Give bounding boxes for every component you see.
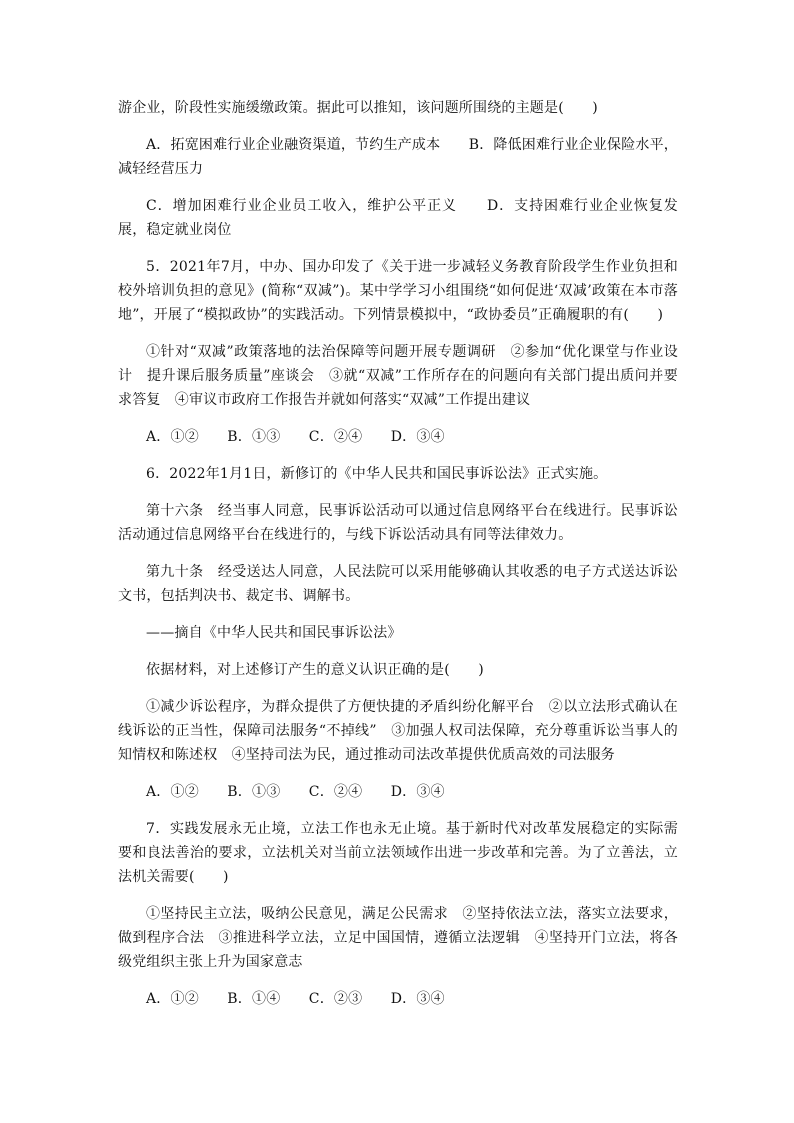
q6-source: ——摘自《中华人民共和国民事诉讼法》 [146,625,402,641]
q5-options: A．①② B．①③ C．②④ D．③④ [146,429,445,445]
q6-article-16: 第十六条 经当事人同意，民事诉讼活动可以通过信息网络平台在线进行。民事诉讼活动通过信息网络平台在线进行的，与线下诉讼活动具有同等法律效力。 [118,503,678,543]
q7-stem: 7．实践发展永无止境，立法工作也永无止境。基于新时代对改革发展稳定的实际需要和良法善治的要求，立法机关对当前立法领域作出进一步改革和完善。为了立善法，立法机关需要( ) [118,821,678,885]
q4-options-cd: C．增加困难行业企业员工收入，维护公平正义 D．支持困难行业企业恢复发展，稳定就业岗位 [118,198,678,238]
q6-article-90: 第九十条 经受送达人同意，人民法院可以采用能够确认其收悉的电子方式送达诉讼文书，包括判决书、裁定书、调解书。 [118,564,678,604]
q4-stem-tail: 游企业，阶段性实施缓缴政策。据此可以推知，该问题所围绕的主题是( ) [118,100,598,116]
q5-statements: ①针对“双减”政策落地的法治保障等问题开展专题调研 ②参加“优化课堂与作业设计 提升课后服务质量”座谈会 ③就“双减”工作所存在的问题向有关部门提出质问并要求答复 ④审议市政府工作报告并就如何落实“双减”工作提出建议 [118,344,678,408]
q5-stem: 5．2021年7月，中办、国办印发了《关于进一步减轻义务教育阶段学生作业负担和校外培训负担的意见》(简称“双减”)。某中学学习小组围绕“如何促进‘双减’政策在本市落地”，开展了“模拟政协”的实践活动。下列情景模拟中，“政协委员”正确履职的有( ) [118,259,678,323]
q7-options: A．①② B．①④ C．②③ D．③④ [146,991,445,1007]
q6-options: A．①② B．①③ C．②④ D．③④ [146,784,445,800]
q6-stem: 6．2022年1月1日，新修订的《中华人民共和国民事诉讼法》正式实施。 [146,466,608,482]
q6-question: 依据材料，对上述修订产生的意义认识正确的是( ) [146,662,484,678]
q4-options-ab: A．拓宽困难行业企业融资渠道，节约生产成本 B．降低困难行业企业保险水平，减轻经营压力 [118,137,678,177]
document-page [118,96,678,1011]
q7-statements: ①坚持民主立法，吸纳公民意见，满足公民需求 ②坚持依法立法，落实立法要求，做到程序合法 ③推进科学立法，立足中国国情，遵循立法逻辑 ④坚持开门立法，将各级党组织主张上升为国家意志 [118,906,678,970]
q6-statements: ①减少诉讼程序，为群众提供了方便快捷的矛盾纠纷化解平台 ②以立法形式确认在线诉讼的正当性，保障司法服务“不掉线” ③加强人权司法保障，充分尊重诉讼当事人的知情权和陈述权 ④坚持司法为民，通过推动司法改革提供优质高效的司法服务 [118,699,678,763]
